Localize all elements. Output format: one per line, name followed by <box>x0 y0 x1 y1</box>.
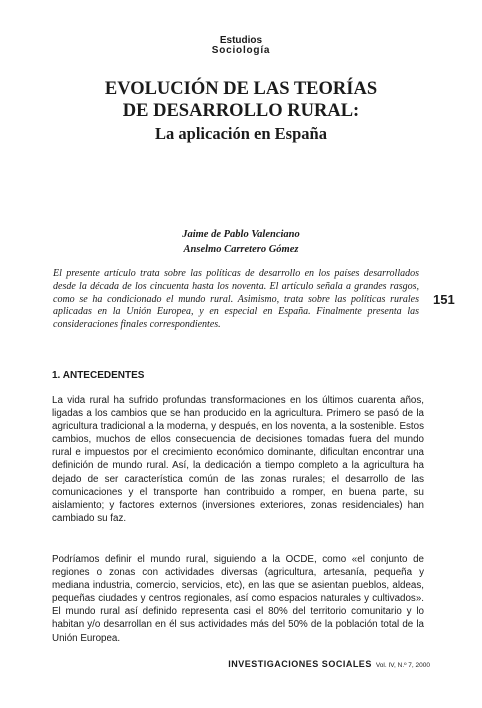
page-footer <box>228 659 430 669</box>
journal-section-name: Estudios <box>219 35 263 46</box>
body-paragraph: Podríamos definir el mundo rural, siguiendo a la OCDE, como «el conjunto de regiones o zonas con actividades diversas (agricultura, artesanía, pequeña y mediana industria, comercio, servicios, etc), en las que se asientan pueblos, aldeas, pequeñas ciudades y centros regionales, así como espacios naturales y cultivados». El mundo rural así definido representa casi el 80% del territorio comunitario y lo habitan y/o desarrollan en él sus actividades más del 50% de la población total de la Unión Europea. <box>52 554 424 644</box>
section-heading: 1. ANTECEDENTES <box>52 370 145 381</box>
article-subtitle: La aplicación en España <box>155 124 327 143</box>
body-paragraph: La vida rural ha sufrido profundas transformaciones en los últimos cuarenta años, ligadas a los cambios que se han producido en la agricultura. Primero se pasó de la agricultura tradicional a la moderna, y después, en los noventa, a la sostenible. Estos cambios, muchos de ellos consecuencia de decisiones tomadas fuera del mundo rural e impuestos por el crecimiento económico dominante, dificultan encontrar una definición de mundo rural. Así, la dedicación a tiempo completo a la agricultura ha dejado de ser característica común de las zonas rurales; el desarrollo de las comunicaciones y el transporte han contribuido a romper, en buena parte, su aislamiento; y factores externos (inversiones exteriores, zonas residenciales) han cambiado su faz. <box>52 395 424 524</box>
author-name: Anselmo Carretero Gómez <box>183 244 299 255</box>
author-name: Jaime de Pablo Valenciano <box>182 229 300 240</box>
article-title <box>40 78 442 122</box>
author-list <box>40 227 442 257</box>
page-number: 151 <box>433 292 455 307</box>
journal-section-header <box>150 36 332 56</box>
journal-section-subname: Sociología <box>211 45 271 56</box>
footer-journal-name: INVESTIGACIONES SOCIALES <box>228 659 372 669</box>
article-title-line-2: DE DESARROLLO RURAL: <box>122 101 360 121</box>
article-title-line-1: EVOLUCIÓN DE LAS TEORÍAS <box>104 79 378 99</box>
article-abstract: El presente artículo trata sobre las políticas de desarrollo en los países desarrollados desde la década de los cincuenta hasta los noventa. El artículo señala a grandes rasgos, como se ha condicionado el mundo rural. Asimismo, trata sobre las políticas rurales aplicadas en la Unión Europea, y en especial en España. Finalmente presenta las consideraciones finales correspondientes. <box>53 268 419 331</box>
footer-issue: Vol. IV, N.º 7, 2000 <box>375 662 430 669</box>
